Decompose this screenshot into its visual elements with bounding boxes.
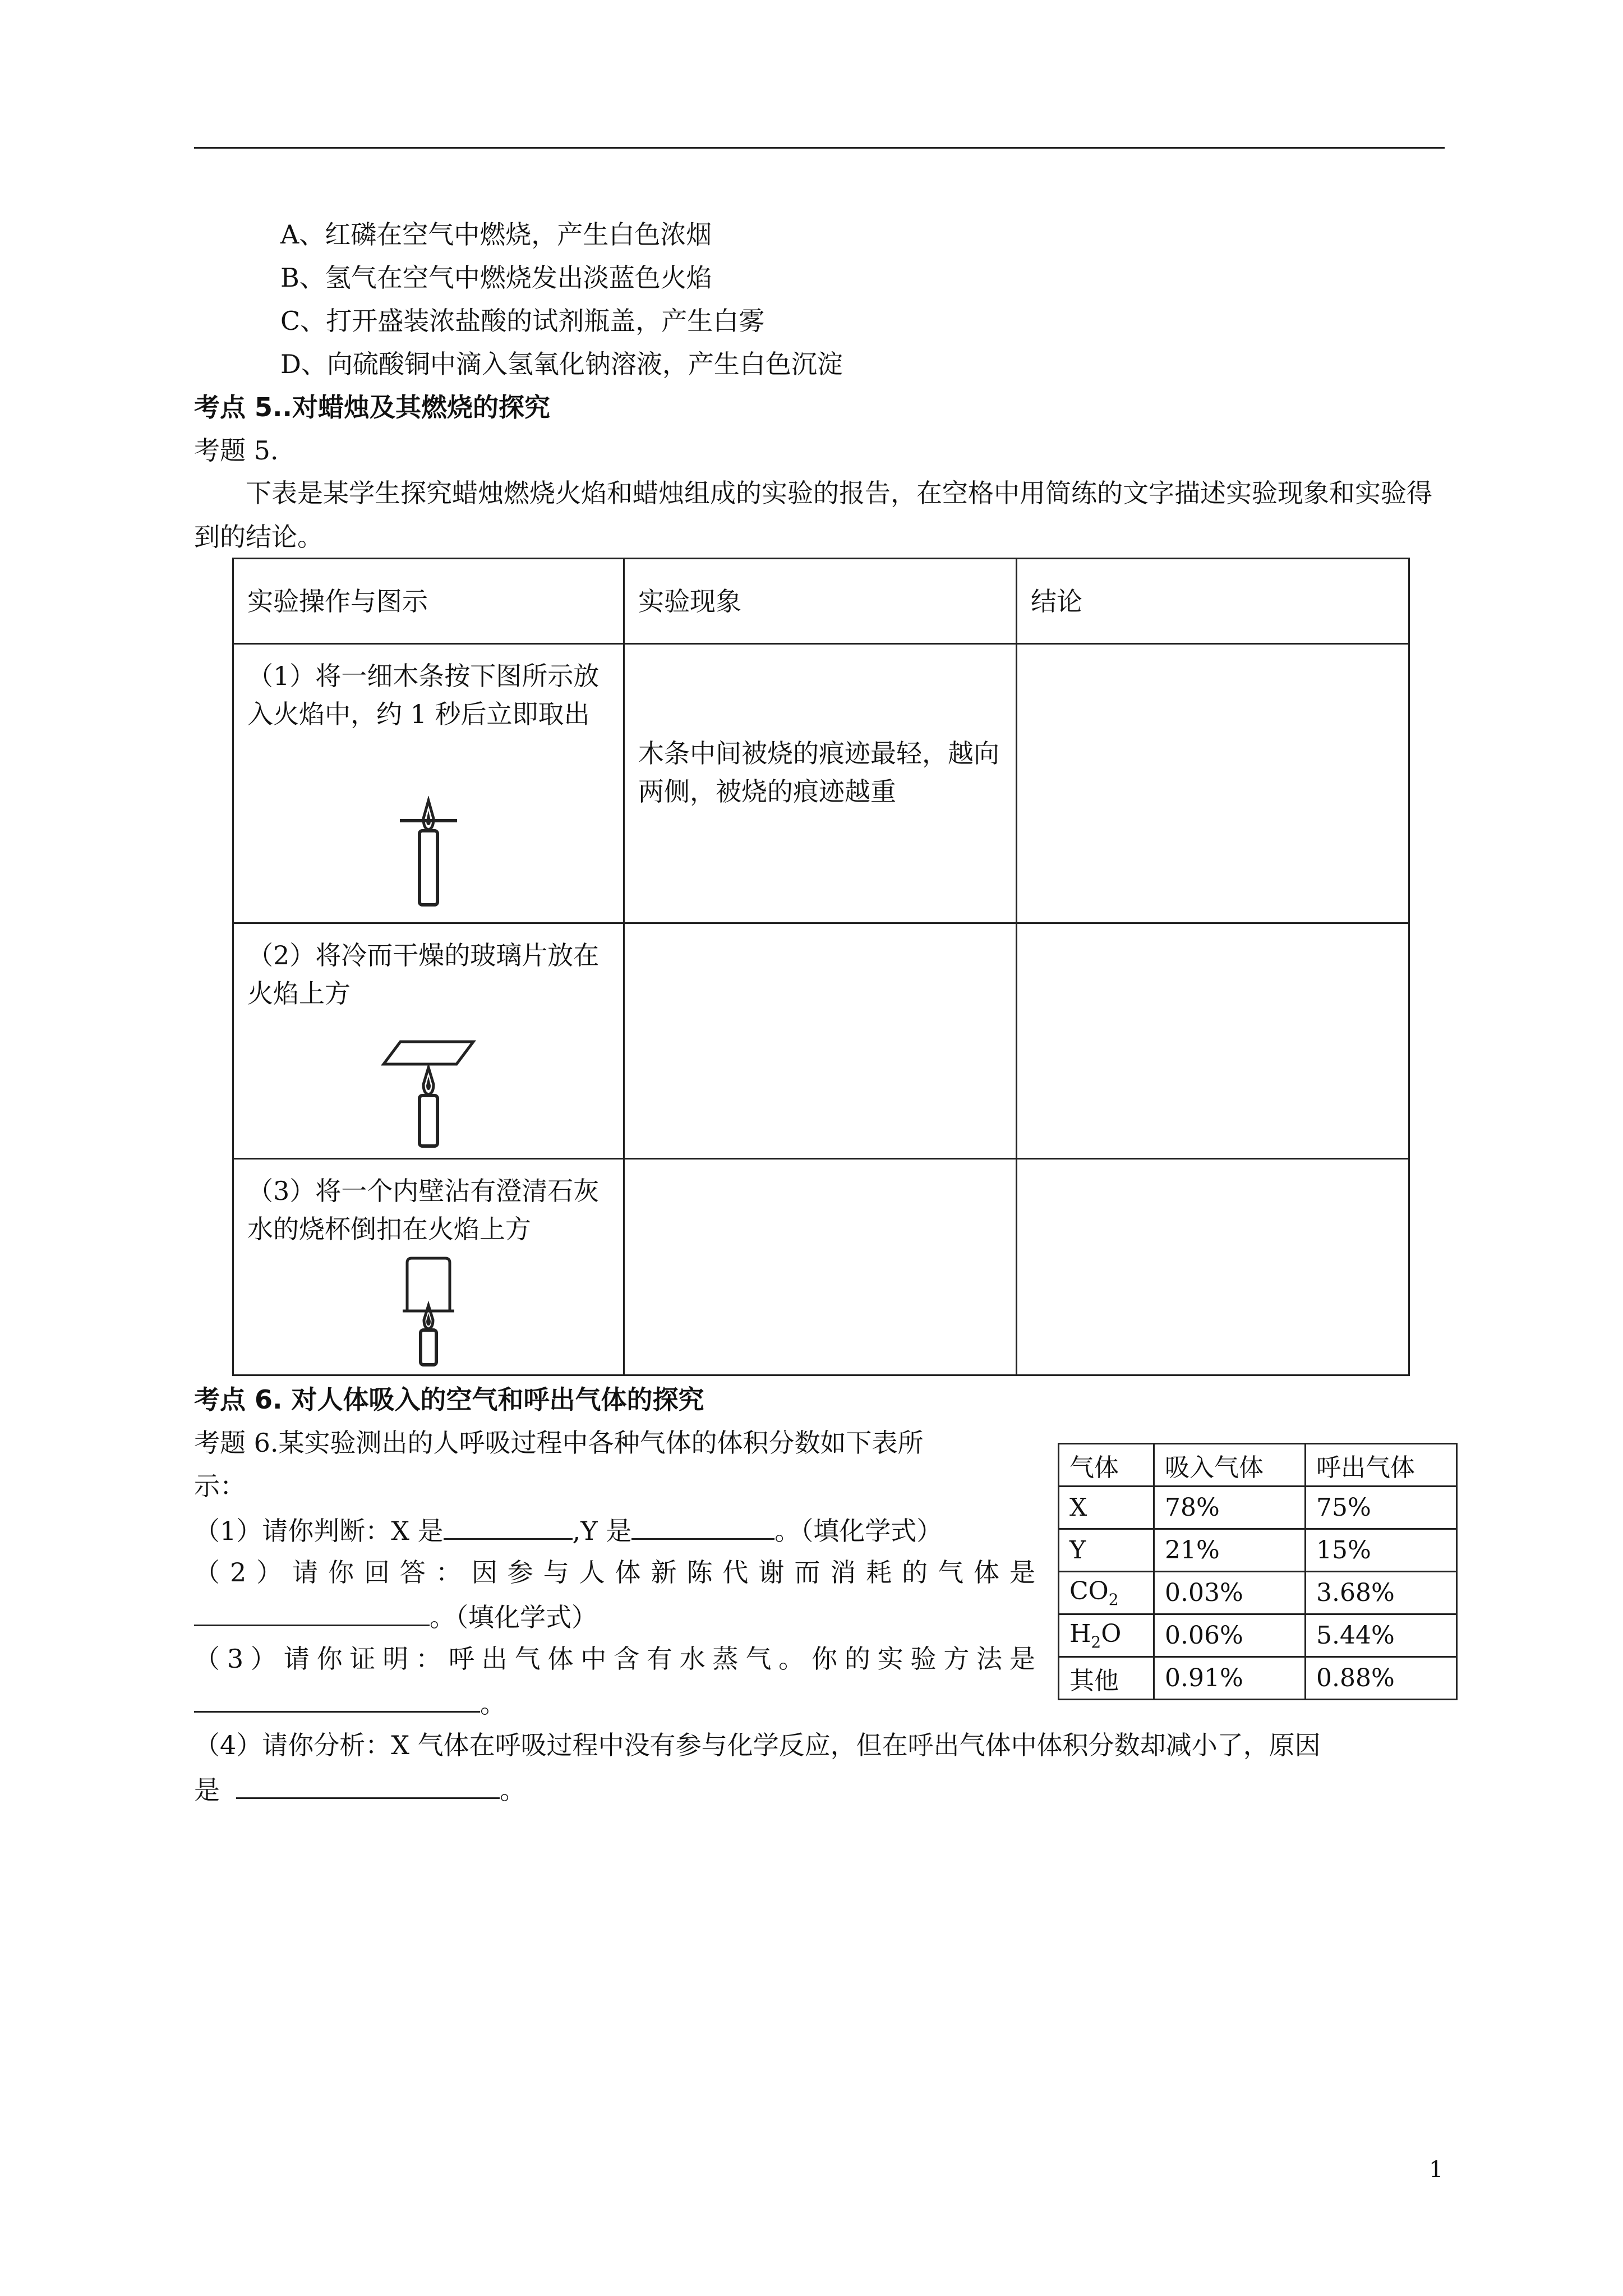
header-rule	[194, 147, 1445, 149]
gas-co2-exhaled: 3.68%	[1306, 1572, 1457, 1614]
question-6-part3-cont	[194, 1685, 506, 1720]
gas-other-exhaled: 0.88%	[1306, 1657, 1457, 1700]
h2o-tail: O	[1101, 1619, 1122, 1649]
question-6-part3: （3）请你证明：呼出气体中含有水蒸气。你的实验方法是	[194, 1644, 1035, 1674]
row1-phenomenon	[624, 644, 1017, 923]
gas-x-exhaled: 75%	[1306, 1487, 1457, 1529]
header-phenomenon: 实验现象	[624, 559, 1017, 644]
answer-blank-y[interactable]	[631, 1512, 774, 1540]
question-6-part4-cont	[194, 1772, 525, 1807]
question-6-part4: （4）请你分析：X 气体在呼吸过程中没有参与化学反应，但在呼出气体中体积分数却减小了，原因	[194, 1730, 1321, 1760]
question-6-line1: 考题 6.某实验测出的人呼吸过程中各种气体的体积分数如下表所	[194, 1428, 924, 1458]
row2-phenomenon	[624, 923, 1017, 1159]
row1-operation-text: （1）将一细木条按下图所示放入火焰中，约 1 秒后立即取出	[247, 661, 600, 729]
section-heading-5: 考点 5..对蜡烛及其燃烧的探究	[194, 392, 550, 422]
q4-tail: 。	[500, 1775, 526, 1805]
question-6-line2: 示：	[194, 1471, 246, 1501]
option-c: C、打开盛装浓盐酸的试剂瓶盖，产生白雾	[280, 306, 765, 336]
gas-name-h2o	[1059, 1614, 1154, 1657]
gas-y-exhaled: 15%	[1306, 1529, 1457, 1572]
gas-header-inhaled: 吸入气体	[1154, 1444, 1306, 1487]
gas-name-x: X	[1059, 1487, 1154, 1529]
option-b: B、氢气在空气中燃烧发出淡蓝色火焰	[280, 263, 712, 293]
row1-operation	[233, 644, 624, 923]
header-operation: 实验操作与图示	[233, 559, 624, 644]
candle-with-glass-plate-icon	[234, 1036, 623, 1148]
row2-conclusion	[1017, 923, 1409, 1159]
row3-operation-text: （3）将一个内壁沾有澄清石灰水的烧杯倒扣在火焰上方	[247, 1176, 600, 1244]
gas-y-inhaled: 21%	[1154, 1529, 1306, 1572]
h2o-subscript: 2	[1091, 1632, 1101, 1651]
answer-blank-method[interactable]	[194, 1685, 480, 1713]
q1-text-a: （1）请你判断：X 是	[194, 1516, 444, 1546]
row3-operation	[233, 1159, 624, 1375]
gas-name-other: 其他	[1059, 1657, 1154, 1700]
question-6-part2: （2）请你回答：因参与人体新陈代谢而消耗的气体是	[194, 1557, 1035, 1588]
answer-blank-x[interactable]	[444, 1512, 573, 1540]
row3-conclusion	[1017, 1159, 1409, 1375]
candle-with-beaker-icon	[234, 1255, 623, 1367]
co2-subscript: 2	[1108, 1590, 1119, 1609]
row3-phenomenon	[624, 1159, 1017, 1375]
gas-header-exhaled: 呼出气体	[1306, 1444, 1457, 1487]
gas-h2o-inhaled: 0.06%	[1154, 1614, 1306, 1657]
q4-text: 是	[194, 1775, 220, 1805]
row2-operation-text: （2）将冷而干燥的玻璃片放在火焰上方	[247, 940, 600, 1009]
row2-operation	[233, 923, 624, 1159]
header-conclusion: 结论	[1017, 559, 1409, 644]
option-a: A、红磷在空气中燃烧，产生白色浓烟	[280, 219, 712, 250]
question-intro-5: 下表是某学生探究蜡烛燃烧火焰和蜡烛组成的实验的报告，在空格中用简练的文字描述实验现象和实验得到的结论。	[194, 478, 1432, 552]
question-6-part2-cont	[194, 1599, 597, 1634]
candle-with-stick-icon	[234, 796, 623, 908]
page-number: 1	[1429, 2157, 1444, 2183]
row1-phenomenon-text: 木条中间被烧的痕迹最轻，越向两侧，被烧的痕迹越重	[638, 738, 999, 807]
q1-text-c: 。（填化学式）	[774, 1516, 943, 1546]
row1-conclusion	[1017, 644, 1409, 923]
gas-other-inhaled: 0.91%	[1154, 1657, 1306, 1700]
gas-x-inhaled: 78%	[1154, 1487, 1306, 1529]
answer-blank-reason[interactable]	[236, 1772, 500, 1799]
h2o-base: H	[1069, 1619, 1091, 1649]
question-6-part1	[194, 1512, 942, 1548]
answer-blank-consumed-gas[interactable]	[194, 1599, 430, 1626]
q3-tail: 。	[480, 1688, 506, 1719]
gas-h2o-exhaled: 5.44%	[1306, 1614, 1457, 1657]
experiment-table	[232, 558, 1410, 1376]
q2-tail: 。（填化学式）	[430, 1602, 597, 1632]
gas-co2-inhaled: 0.03%	[1154, 1572, 1306, 1614]
gas-name-y: Y	[1059, 1529, 1154, 1572]
gas-header-gas: 气体	[1059, 1444, 1154, 1487]
question-label-5: 考题 5.	[194, 435, 279, 466]
q1-text-b: ,Y 是	[572, 1516, 632, 1546]
section-heading-6: 考点 6. 对人体吸入的空气和呼出气体的探究	[194, 1384, 704, 1415]
option-d: D、向硫酸铜中滴入氢氧化钠溶液，产生白色沉淀	[280, 349, 843, 379]
gas-volume-table	[1058, 1443, 1458, 1700]
co2-base: CO	[1069, 1577, 1109, 1606]
gas-name-co2	[1059, 1572, 1154, 1614]
